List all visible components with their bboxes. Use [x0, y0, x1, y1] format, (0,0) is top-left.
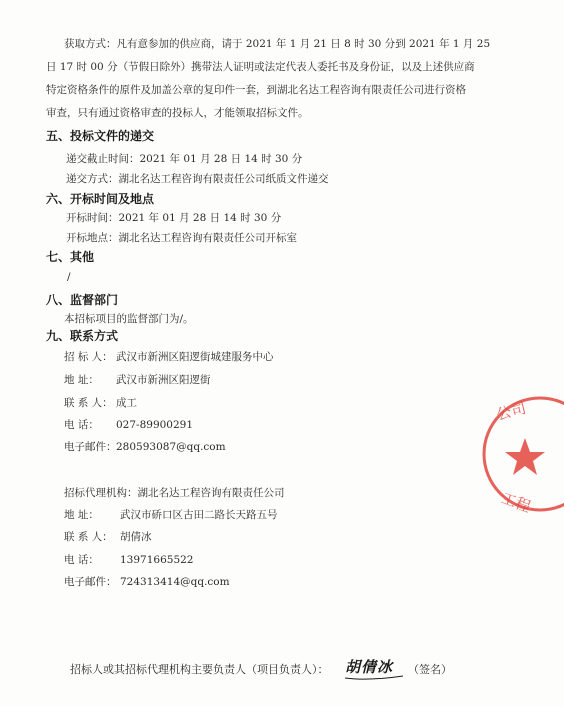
tenderer-email-label: 电子邮件：: [64, 441, 117, 453]
tenderer-name-row: [64, 350, 274, 364]
section-6-title: 六、开标时间及地点: [46, 192, 155, 206]
agency-name-label: 招标代理机构：: [64, 487, 138, 499]
acquire-line-1-text: 凡有意参加的供应商，请于 2021 年 1 月 21 日 8 时 30 分到 2021 年 1 月 25: [116, 38, 491, 50]
agency-phone-row: [64, 553, 194, 567]
signature-label: 招标人或其招标代理机构主要负责人（项目负责人）：: [70, 663, 329, 676]
agency-email-row: [64, 575, 230, 589]
opening-time: 开标时间：2021 年 01 月 28 日 14 时 30 分: [66, 212, 282, 224]
acquire-line-2: 日 17 时 00 分（节假日除外）携带法人证明或法定代表人委托书及身份证，以及上述供应商: [46, 61, 475, 73]
tenderer-address-row: [64, 373, 211, 387]
submit-method: 递交方式：湖北名达工程咨询有限责任公司纸质文件递交: [66, 173, 329, 185]
agency-email-label: 电子邮件：: [64, 576, 117, 588]
company-seal-stamp: [478, 392, 564, 542]
agency-contact-row: [64, 530, 152, 544]
tenderer-name: 武汉市新洲区阳逻街城建服务中心: [116, 351, 274, 363]
agency-name-row: [64, 486, 285, 500]
submit-deadline: 递交截止时间：2021 年 01 月 28 日 14 时 30 分: [66, 153, 303, 165]
acquire-line-1: [64, 37, 490, 51]
agency-address-label: 地 址：: [64, 509, 99, 521]
opening-place: 开标地点：湖北名达工程咨询有限责任公司开标室: [66, 232, 297, 244]
svg-text:公司: 公司: [494, 398, 529, 424]
section-8-content: 本招标项目的监督部门为/。: [64, 313, 194, 325]
acquire-line-4: 审查，只有通过资格审查的投标人，才能领取招标文件。: [46, 107, 309, 119]
agency-phone-label: 电 话：: [64, 554, 99, 566]
section-7-title: 七、其他: [46, 250, 95, 264]
agency-email: 724313414@qq.com: [120, 576, 230, 588]
agency-address: 武汉市硚口区古田二路长天路五号: [120, 509, 278, 521]
acquire-label: 获取方式：: [64, 38, 117, 50]
tenderer-name-label: 招 标 人：: [64, 351, 113, 363]
signature-suffix: （签名）: [408, 663, 452, 676]
tenderer-address-label: 地 址：: [64, 374, 99, 386]
section-8-title: 八、监督部门: [46, 293, 119, 307]
section-9-title: 九、联系方式: [46, 329, 119, 343]
signature-underline-stroke: [343, 656, 405, 682]
tenderer-contact: 成工: [116, 397, 137, 409]
agency-name: 湖北名达工程咨询有限责任公司: [137, 487, 285, 499]
tenderer-phone-label: 电 话：: [64, 419, 99, 431]
tenderer-contact-row: [64, 396, 137, 410]
tenderer-phone-row: [64, 418, 193, 432]
section-5-title: 五、投标文件的递交: [46, 129, 155, 143]
agency-address-row: [64, 508, 278, 522]
acquire-line-3: 特定资格条件的原件及加盖公章的复印件一套，到湖北名达工程咨询有限责任公司进行资格: [46, 84, 466, 96]
svg-text:工程: 工程: [498, 488, 533, 517]
agency-contact-label: 联 系 人：: [64, 531, 113, 543]
tenderer-email: 280593087@qq.com: [116, 441, 226, 453]
tenderer-email-row: [64, 440, 226, 454]
handwritten-signature: 胡倩冰: [345, 658, 394, 676]
agency-phone: 13971665522: [120, 554, 194, 566]
tenderer-contact-label: 联 系 人：: [64, 397, 113, 409]
seal-star-icon: [505, 438, 545, 475]
section-7-content: /: [67, 271, 71, 283]
tenderer-address: 武汉市新洲区阳逻街: [116, 374, 211, 386]
agency-contact: 胡倩冰: [120, 531, 152, 543]
tenderer-phone: 027-89900291: [116, 419, 194, 431]
